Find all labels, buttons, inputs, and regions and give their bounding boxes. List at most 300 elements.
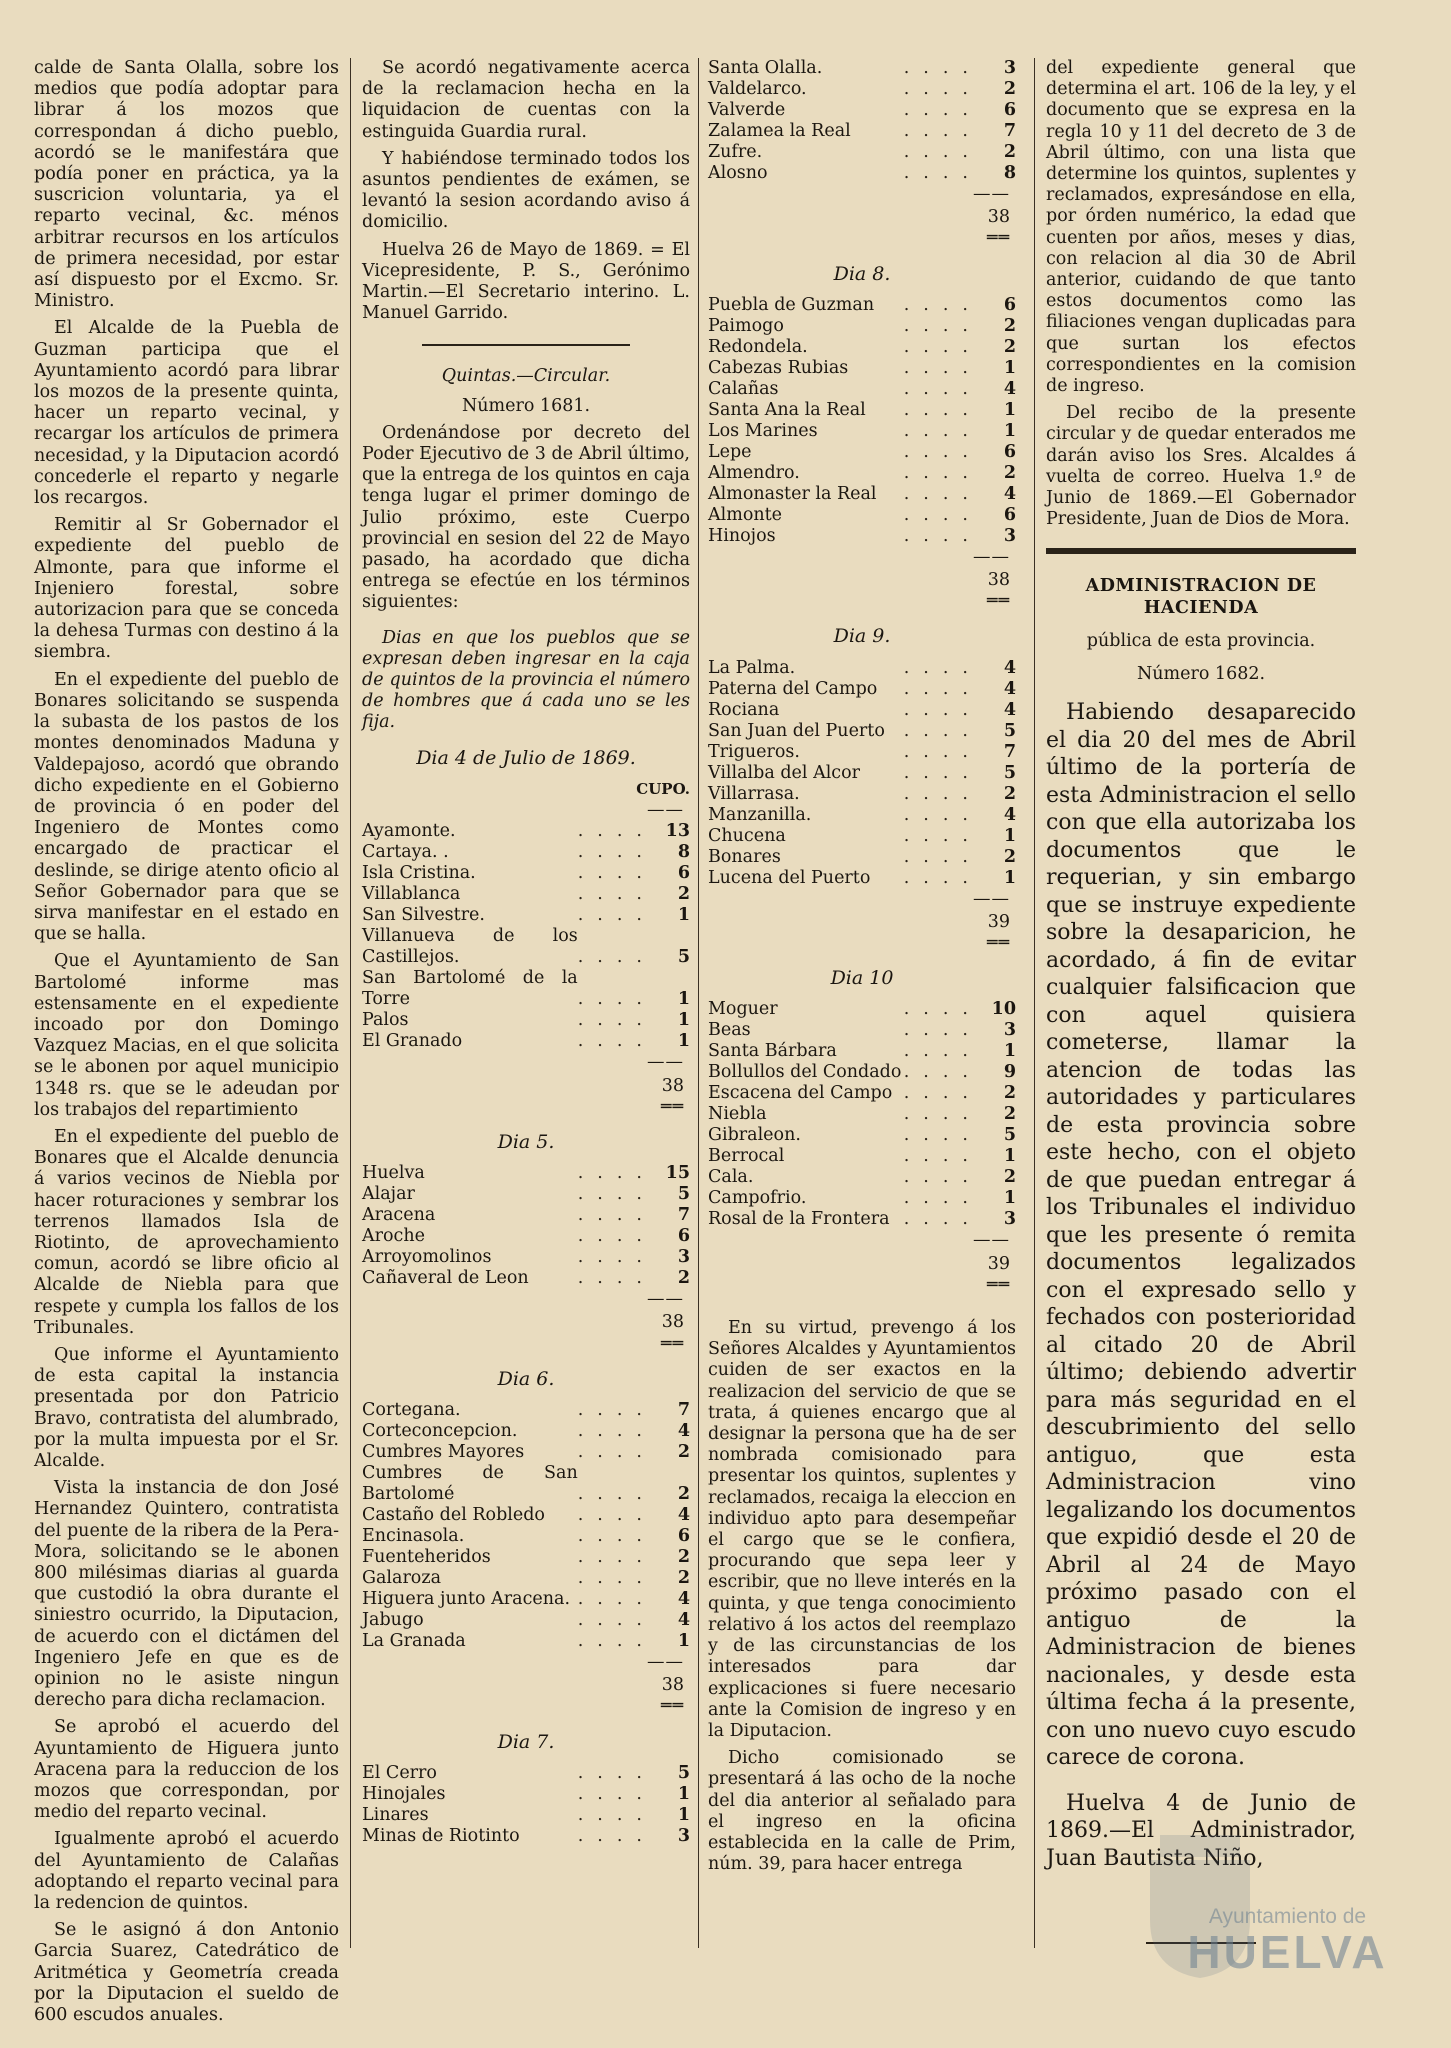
- dash-mark: ——: [647, 1651, 684, 1672]
- leader-dots: ....: [577, 1567, 656, 1588]
- quota-row: [708, 1083, 1016, 1104]
- quota-number: 4: [1003, 678, 1016, 699]
- town-name: Alajar: [362, 1184, 415, 1205]
- town-name: Trigueros.: [708, 741, 800, 762]
- leader-dots: ....: [903, 657, 982, 678]
- leader-dots: ....: [903, 1041, 982, 1062]
- quota-number: 4: [677, 1420, 690, 1441]
- town-name: Aracena: [362, 1205, 436, 1226]
- leader-dots: ....: [577, 1762, 656, 1783]
- town-name: Villanueva de los Castillejos.: [362, 926, 578, 968]
- quota-row: [708, 847, 1016, 868]
- quota-number: 1: [1003, 1041, 1016, 1062]
- leader-dots: ....: [577, 1226, 656, 1247]
- leader-dots: ....: [577, 1399, 656, 1420]
- town-name: Castaño del Robledo: [362, 1504, 545, 1525]
- quota-row: [708, 526, 1016, 547]
- quota-number: 1: [677, 1783, 690, 1804]
- town-name: Chucena: [708, 825, 786, 846]
- town-name: Ayamonte.: [362, 821, 456, 842]
- quota-table-dia6: [362, 1400, 690, 1652]
- quota-row: [708, 1020, 1016, 1041]
- quota-row: [362, 1226, 690, 1247]
- leader-dots: ....: [903, 867, 982, 888]
- admin-subtitle: pública de esta provincia.: [1086, 630, 1316, 651]
- leader-dots: ....: [903, 462, 982, 483]
- town-name: Calañas: [708, 378, 779, 399]
- quota-row: [362, 1442, 690, 1463]
- quota-number: 2: [1003, 336, 1016, 357]
- town-name: La Palma.: [708, 657, 796, 678]
- quota-row: [708, 679, 1016, 700]
- quota-row: [362, 1826, 690, 1847]
- day-heading: Dia 8.: [833, 262, 891, 285]
- quota-number: 3: [1003, 525, 1016, 546]
- quota-number: 7: [1003, 741, 1016, 762]
- quota-row: [708, 826, 1016, 847]
- paragraph: En el expediente del pueblo de Bonares que el Alcalde denuncia á varios vecinos de Niebla por hacer roturaciones y sembrar los terrenos llamados Isla de Riotinto, de aprovechamiento comun, acordó se libre oficio al Alcalde de Niebla para que respete y cumpla los fallos de los Tribunales.: [34, 1126, 339, 1338]
- day-total: 38: [661, 1675, 684, 1696]
- leader-dots: ....: [577, 1247, 656, 1268]
- quota-number: 8: [677, 842, 690, 863]
- town-name: Hinojales: [362, 1783, 446, 1804]
- leader-dots: ....: [577, 821, 656, 842]
- quota-number: 1: [1003, 357, 1016, 378]
- town-name: Lucena del Puerto: [708, 867, 871, 888]
- quota-row: [708, 868, 1016, 889]
- town-name: Cumbres de San Bartolomé: [362, 1462, 578, 1504]
- dash-mark: ——: [973, 1230, 1010, 1251]
- quota-row: [362, 1547, 690, 1568]
- leader-dots: ....: [577, 1546, 656, 1567]
- leader-dots: ....: [577, 1630, 656, 1651]
- leader-dots: ....: [577, 947, 656, 968]
- watermark: [1180, 1905, 1395, 1978]
- quota-row: [708, 763, 1016, 784]
- quota-number: 1: [677, 1804, 690, 1825]
- quota-number: 5: [677, 1184, 690, 1205]
- column-divider: [1034, 58, 1035, 1948]
- quota-row: [362, 1568, 690, 1589]
- town-name: Alosno: [708, 163, 768, 183]
- quota-row: [362, 1010, 690, 1031]
- quota-number: 5: [1003, 762, 1016, 783]
- quota-row: [708, 100, 1016, 121]
- leader-dots: ....: [903, 741, 982, 762]
- leader-dots: ....: [577, 1804, 656, 1825]
- dash-mark: ——: [647, 800, 684, 821]
- quota-number: 6: [1003, 294, 1016, 315]
- town-name: Higuera junto Aracena.: [362, 1588, 571, 1609]
- quota-number: 5: [677, 947, 690, 968]
- paragraph: calde de Santa Olalla, sobre los medios que podía adoptar para librar á los mozos que correspondan á dicho pueblo, acordó se le manifestára que podía poner en práctica, ya la suscricion voluntaria, ya el reparto vecinal, &c. ménos arbitrar recursos en los artículos de primera necesidad, por estar así dispuesto por el Excmo. Sr. Ministro.: [34, 58, 339, 312]
- leader-dots: ....: [577, 1184, 656, 1205]
- quota-row: [708, 163, 1016, 184]
- quota-row: [362, 968, 690, 1010]
- quota-number: 2: [1003, 1104, 1016, 1125]
- column-1: [34, 58, 339, 2032]
- leader-dots: ....: [577, 1031, 656, 1052]
- double-rule: ══: [986, 933, 1010, 954]
- leader-dots: ....: [577, 1163, 656, 1184]
- watermark-line2: HUELVA: [1187, 1926, 1388, 1978]
- quota-number: 4: [677, 1588, 690, 1609]
- quota-row: [362, 1505, 690, 1526]
- town-name: Cala.: [708, 1167, 754, 1188]
- town-name: Cartaya. .: [362, 842, 449, 863]
- town-name: Lepe: [708, 441, 752, 462]
- town-name: Cumbres Mayores: [362, 1441, 525, 1462]
- separator-rule: [422, 344, 630, 346]
- day-heading: Dia 7.: [497, 1730, 555, 1753]
- quota-table-dia5: [362, 1163, 690, 1289]
- column-3: [708, 58, 1016, 1881]
- leader-dots: ....: [903, 58, 982, 78]
- leader-dots: ....: [903, 999, 982, 1020]
- quota-row: [708, 58, 1016, 79]
- town-name: Valverde: [708, 100, 786, 120]
- leader-dots: ....: [577, 842, 656, 863]
- town-name: Villalba del Alcor: [708, 762, 861, 783]
- day-heading: Dia 9.: [833, 625, 891, 648]
- leader-dots: ....: [903, 1020, 982, 1041]
- quota-number: 1: [1003, 1188, 1016, 1209]
- quota-number: 2: [1003, 79, 1016, 99]
- town-name: Manzanilla.: [708, 804, 812, 825]
- quota-row: [362, 1163, 690, 1184]
- circular-title: Quintas.—Circular.: [441, 366, 611, 387]
- day-total: 38: [987, 570, 1010, 591]
- admin-number: Número 1682.: [1136, 664, 1266, 685]
- quota-row: [708, 400, 1016, 421]
- quota-row: [362, 1631, 690, 1652]
- paragraph: del expediente general que determina el art. 106 de la ley, y el documento que se expresa en la regla 10 y 11 del decreto de 3 de Abril último, con una lista que determine los quintos, suplentes y reclamados, expresándose en ella, por órden numérico, la edad que cuenten por años, meses y dias, con relacion al dia 30 de Abril anterior, cuidando de que tanto estos documentos como las filiaciones vengan duplicadas para que surtan los efectos correspondientes en la comision de ingreso.: [1046, 58, 1356, 397]
- column-4: [1046, 58, 1356, 1944]
- town-name: Cortegana.: [362, 1399, 461, 1420]
- quota-number: 2: [1003, 846, 1016, 867]
- town-name: San Silvestre.: [362, 905, 485, 926]
- paragraph: Huelva 26 de Mayo de 1869. = El Vicepresidente, P. S., Gerónimo Martin.—El Secretario interino. L. Manuel Garrido.: [362, 239, 690, 324]
- town-name: Paimogo: [708, 315, 784, 336]
- quota-number: 2: [1003, 1083, 1016, 1104]
- town-name: Valdelarco.: [708, 79, 807, 99]
- dash-mark: ——: [647, 1052, 684, 1073]
- quota-number: 3: [1003, 58, 1016, 78]
- leader-dots: ....: [903, 294, 982, 315]
- leader-dots: ....: [903, 163, 982, 183]
- quota-number: 4: [1003, 483, 1016, 504]
- paragraph: Dicho comisionado se presentará á las ocho de la noche del dia anterior al señalado para el ingreso en la oficina establecida en la calle de Prim, núm. 39, para hacer entrega: [708, 1748, 1016, 1875]
- quota-row: [362, 1763, 690, 1784]
- double-rule: ══: [986, 228, 1010, 249]
- quota-row: [708, 505, 1016, 526]
- quota-number: 1: [677, 1630, 690, 1651]
- town-name: Villarrasa.: [708, 783, 800, 804]
- quota-row: [708, 1041, 1016, 1062]
- quota-row: [708, 700, 1016, 721]
- town-name: Jabugo: [362, 1609, 424, 1630]
- leader-dots: ....: [903, 1209, 982, 1230]
- quota-table-dia9: [708, 658, 1016, 889]
- town-name: El Cerro: [362, 1762, 437, 1783]
- town-name: Fuenteheridos: [362, 1546, 491, 1567]
- leader-dots: ....: [577, 1783, 656, 1804]
- quota-number: 15: [665, 1163, 690, 1184]
- quota-table-dia7: [362, 1763, 690, 1847]
- town-name: Escacena del Campo: [708, 1083, 893, 1104]
- paragraph: Y habiéndose terminado todos los asuntos pendientes de exámen, se levantó la sesion acordando aviso á domicilio.: [362, 148, 690, 233]
- town-name: Zufre.: [708, 142, 763, 162]
- quota-row: [708, 316, 1016, 337]
- leader-dots: ....: [903, 121, 982, 141]
- quota-row: [708, 1209, 1016, 1230]
- town-name: Palos: [362, 1010, 409, 1031]
- quota-row: [362, 1205, 690, 1226]
- dash-mark: ——: [647, 1289, 684, 1310]
- admin-title: ADMINISTRACION DE HACIENDA: [1085, 576, 1317, 618]
- leader-dots: ....: [577, 989, 656, 1010]
- leader-dots: ....: [903, 720, 982, 741]
- circular-number: Número 1681.: [461, 395, 591, 416]
- quota-row: [362, 905, 690, 926]
- leader-dots: ....: [903, 1062, 982, 1083]
- quota-number: 7: [1003, 121, 1016, 141]
- quota-number: 1: [1003, 420, 1016, 441]
- quota-number: 2: [1003, 1167, 1016, 1188]
- day-total: 38: [987, 207, 1010, 228]
- dash-mark: ——: [973, 888, 1010, 909]
- leader-dots: ....: [903, 441, 982, 462]
- dash-mark: ——: [973, 184, 1010, 204]
- circular-text: Ordenándose por decreto del Poder Ejecutivo de 3 de Abril último, que la entrega de los quintos en caja tenga lugar el primer domingo de Julio próximo, este Cuerpo provincial en sesion del 22 de Mayo pasado, ha acordado que dicha entrega se efectúe en los términos siguientes:: [362, 422, 690, 613]
- quota-number: 1: [1003, 825, 1016, 846]
- day-heading: Dia 4 de Julio de 1869.: [416, 746, 636, 769]
- leader-dots: ....: [903, 762, 982, 783]
- paragraph: Se aprobó el acuerdo del Ayuntamiento de Higuera junto Aracena para la reduccion de los mozos que correspondan, por medio del reparto vecinal.: [34, 1717, 339, 1823]
- paragraph: En el expediente del pueblo de Bonares solicitando se suspenda la subasta de los pastos de los montes denominados Maduna y Valdepajoso, acordó que obrando dicho expediente en el Gobierno de provincia ó en poder del Ingeniero de Montes como encargado de practicar el deslinde, se dirige atento oficio al Señor Gobernador para que se sirva manifestar en el estado en que se halla.: [34, 669, 339, 945]
- quota-number: 2: [677, 1483, 690, 1504]
- quota-number: 3: [1003, 1209, 1016, 1230]
- town-name: Encinasola.: [362, 1525, 465, 1546]
- paragraph: El Alcalde de la Puebla de Guzman participa que el Ayuntamiento acordó para librar los mozos de la presente quinta, hacer un reparto vecinal, y recargar los artículos de primera necesidad, y la Diputacion acordó concederle el reparto y negarle los recargos.: [34, 318, 339, 509]
- admin-signature: Huelva 4 de Junio de 1869.—El Administrador, Juan Bautista Niño,: [1046, 1790, 1356, 1871]
- quota-row: [708, 1188, 1016, 1209]
- quota-row: [362, 1526, 690, 1547]
- leader-dots: ....: [903, 79, 982, 99]
- leader-dots: ....: [903, 783, 982, 804]
- quota-number: 4: [1003, 804, 1016, 825]
- town-name: La Granada: [362, 1630, 466, 1651]
- quota-number: 2: [1003, 315, 1016, 336]
- leader-dots: ....: [577, 1504, 656, 1525]
- quota-row: [362, 1805, 690, 1826]
- day-heading: Dia 6.: [497, 1367, 555, 1390]
- quota-number: 4: [1003, 657, 1016, 678]
- town-name: Villablanca: [362, 884, 461, 905]
- quota-number: 2: [677, 1268, 690, 1289]
- town-name: Santa Ana la Real: [708, 399, 866, 420]
- town-name: Corteconcepcion.: [362, 1420, 518, 1441]
- leader-dots: ....: [903, 142, 982, 162]
- quota-row: [708, 295, 1016, 316]
- quota-number: 3: [677, 1825, 690, 1846]
- quota-row: [362, 1589, 690, 1610]
- quota-number: 2: [1003, 783, 1016, 804]
- quota-row: [708, 721, 1016, 742]
- quota-row: [708, 742, 1016, 763]
- double-rule: ══: [986, 1274, 1010, 1295]
- quota-number: 4: [677, 1504, 690, 1525]
- column-divider: [698, 58, 699, 1948]
- quota-row: [708, 358, 1016, 379]
- leader-dots: ....: [903, 420, 982, 441]
- leader-dots: ....: [903, 483, 982, 504]
- quota-row: [708, 1062, 1016, 1083]
- section-rule: [1046, 548, 1356, 554]
- town-name: Almonte: [708, 504, 783, 525]
- leader-dots: ....: [903, 825, 982, 846]
- day-heading: Dia 10: [830, 967, 894, 990]
- town-name: Puebla de Guzman: [708, 294, 875, 315]
- leader-dots: ....: [577, 1825, 656, 1846]
- leader-dots: ....: [903, 336, 982, 357]
- town-name: Almendro.: [708, 462, 800, 483]
- town-name: Paterna del Campo: [708, 678, 878, 699]
- leader-dots: ....: [903, 525, 982, 546]
- quota-number: 2: [1003, 142, 1016, 162]
- day-heading: Dia 5.: [497, 1130, 555, 1153]
- leader-dots: ....: [903, 357, 982, 378]
- quota-row: [708, 463, 1016, 484]
- town-name: Minas de Riotinto: [362, 1825, 520, 1846]
- double-rule: ══: [660, 1696, 684, 1717]
- leader-dots: ....: [903, 804, 982, 825]
- quota-number: 5: [1003, 1125, 1016, 1146]
- quota-row: [708, 805, 1016, 826]
- quota-number: 3: [677, 1247, 690, 1268]
- quota-number: 2: [677, 1546, 690, 1567]
- quota-number: 2: [1003, 462, 1016, 483]
- quota-row: [362, 1610, 690, 1631]
- quota-table-dia8: [708, 295, 1016, 547]
- leader-dots: ....: [577, 884, 656, 905]
- quota-row: [362, 1184, 690, 1205]
- quota-number: 2: [677, 884, 690, 905]
- quota-number: 4: [1003, 699, 1016, 720]
- quota-number: 1: [677, 1010, 690, 1031]
- town-name: Cañaveral de Leon: [362, 1268, 529, 1289]
- town-name: Huelva: [362, 1163, 425, 1184]
- leader-dots: ....: [903, 1146, 982, 1167]
- quota-row: [362, 863, 690, 884]
- double-rule: ══: [660, 1096, 684, 1117]
- quota-row: [708, 784, 1016, 805]
- town-name: San Bartolomé de la Torre: [362, 968, 578, 1010]
- town-name: Aroche: [362, 1226, 425, 1247]
- leader-dots: ....: [903, 1188, 982, 1209]
- quota-number: 2: [677, 1441, 690, 1462]
- quota-row: [708, 999, 1016, 1020]
- quota-table-dia7-cont: [708, 58, 1016, 184]
- leader-dots: ....: [903, 1167, 982, 1188]
- town-name: El Granado: [362, 1031, 463, 1052]
- paragraph: Remitir al Sr Gobernador el expediente del pueblo de Almonte, para que informe el Injeniero forestal, sobre autorizacion para que se conceda la dehesa Turmas con destino á la siembra.: [34, 515, 339, 663]
- dash-mark: ——: [973, 546, 1010, 567]
- leader-dots: ....: [903, 399, 982, 420]
- leader-dots: ....: [577, 1268, 656, 1289]
- admin-text: Habiendo desaparecido el dia 20 del mes de Abril último de la portería de esta Administracion el sello con que ella autorizaba los documentos que le requerian, y sin embargo que se instruye expediente sobre la desaparicion, he acordado, á fin de evitar cualquier falsificacion que con aquel quisiera cometerse, llamar la atencion de todas las autoridades y particulares de esta provincia sobre este hecho, con el objeto de que puedan entregar á los Tribunales el individuo que les presente ó remita documentos legalizados con el expresado sello y fechados con posterioridad al citado 20 de Abril último; debiendo advertir para más seguridad en el descubrimiento del sello antiguo, que esta Administracion vino legalizando los documentos que expidió desde el 20 de Abril al 24 de Mayo próximo pasado con el antiguo de la Administracion de bienes nacionales, y desde esta última fecha á la presente, con uno nuevo cuyo escudo carece de corona.: [1046, 700, 1356, 1771]
- watermark-line1: Ayuntamiento de: [1208, 1905, 1367, 1928]
- paragraph: Se le asignó á don Antonio Garcia Suarez, Catedrático de Aritmética y Geometría creada por la Diputacion el sueldo de 600 escudos anuales.: [34, 1920, 339, 2026]
- town-name: Cabezas Rubias: [708, 357, 849, 378]
- quota-number: 1: [1003, 867, 1016, 888]
- quota-number: 8: [1003, 163, 1016, 183]
- quota-row: [708, 1146, 1016, 1167]
- double-rule: ══: [986, 591, 1010, 612]
- town-name: Niebla: [708, 1104, 767, 1125]
- town-name: Berrocal: [708, 1146, 785, 1167]
- paragraph: Se acordó negativamente acerca de la reclamacion hecha en la liquidacion de cuentas con la estinguida Guardia rural.: [362, 58, 690, 142]
- quota-number: 4: [1003, 378, 1016, 399]
- quota-row: [708, 658, 1016, 679]
- quota-number: 6: [677, 863, 690, 884]
- quota-row: [708, 142, 1016, 163]
- town-name: Galaroza: [362, 1567, 441, 1588]
- town-name: Isla Cristina.: [362, 863, 476, 884]
- quota-row: [362, 1463, 690, 1505]
- leader-dots: ....: [903, 504, 982, 525]
- quota-row: [708, 79, 1016, 100]
- town-name: Rociana: [708, 699, 780, 720]
- quota-row: [708, 1167, 1016, 1188]
- day-total: 39: [987, 1253, 1010, 1274]
- paragraph: Que informe el Ayuntamiento de esta capital la instancia presentada por don Patricio Bravo, contratista del alumbrado, por la multa impuesta por el Sr. Alcalde.: [34, 1344, 339, 1471]
- quota-row: [708, 121, 1016, 142]
- quota-number: 6: [1003, 504, 1016, 525]
- quota-number: 6: [677, 1226, 690, 1247]
- leader-dots: ....: [577, 1010, 656, 1031]
- leader-dots: ....: [577, 905, 656, 926]
- quota-row: [362, 821, 690, 842]
- town-name: Linares: [362, 1804, 429, 1825]
- quota-number: 13: [665, 821, 690, 842]
- town-name: Hinojos: [708, 525, 776, 546]
- quota-number: 5: [677, 1762, 690, 1783]
- town-name: San Juan del Puerto: [708, 720, 885, 741]
- cupo-label: CUPO.: [636, 779, 690, 798]
- quota-number: 6: [677, 1525, 690, 1546]
- town-name: Rosal de la Frontera: [708, 1209, 890, 1230]
- quota-number: 6: [1003, 441, 1016, 462]
- quota-table-dia4: [362, 821, 690, 1052]
- quota-number: 1: [677, 989, 690, 1010]
- leader-dots: ....: [577, 863, 656, 884]
- column-divider: [350, 58, 351, 1948]
- quota-number: 4: [677, 1609, 690, 1630]
- leader-dots: ....: [577, 1525, 656, 1546]
- town-name: Bollullos del Condado: [708, 1062, 902, 1083]
- quota-row: [362, 842, 690, 863]
- paragraph: Igualmente aprobó el acuerdo del Ayuntamiento de Calañas adoptando el reparto vecinal para la redencion de quintos.: [34, 1829, 339, 1914]
- town-name: Beas: [708, 1020, 751, 1041]
- leader-dots: ....: [903, 1104, 982, 1125]
- quota-row: [708, 1125, 1016, 1146]
- town-name: Santa Olalla.: [708, 58, 823, 78]
- paragraph: En su virtud, prevengo á los Señores Alcaldes y Ayuntamientos cuiden de ser exactos en la realizacion del servicio de que se trata, á quienes encargo que al designar la persona que ha de ser nombrada comisionado para presentar los quintos, suplentes y reclamados, recaiga la eleccion en individuo apto para desempeñar el cargo que se le confiera, procurando que sepa leer y escribir, que no lleve interés en la quinta, y que tenga conocimiento relativo á los actos del reemplazo y de las circunstancias de los interesados para dar explicaciones si fuere necesario ante la Comision de ingreso y en la Diputacion.: [708, 1318, 1016, 1741]
- quota-row: [362, 1247, 690, 1268]
- leader-dots: ....: [903, 699, 982, 720]
- town-name: Gibraleon.: [708, 1125, 801, 1146]
